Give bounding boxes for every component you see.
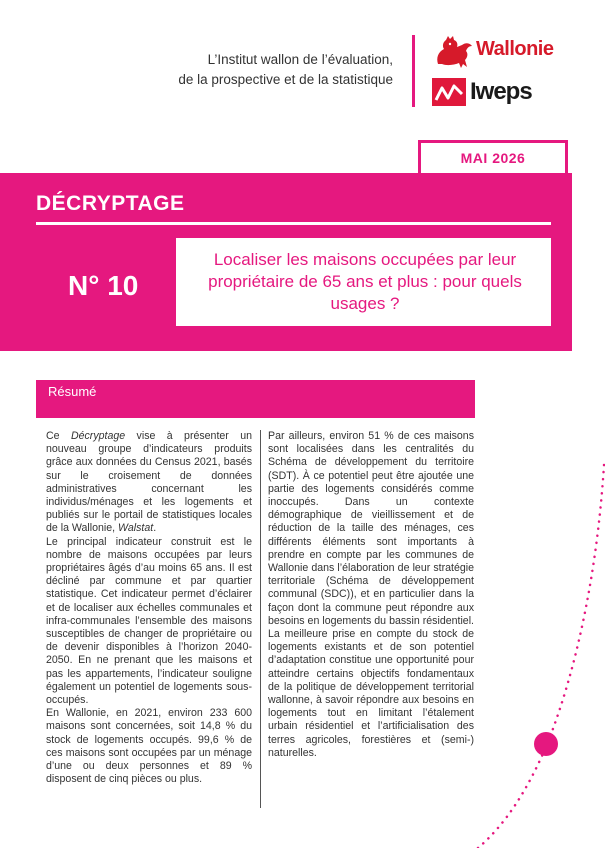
decorative-dot [534, 732, 558, 756]
series-rule [36, 222, 551, 225]
text-run: Ce [46, 430, 71, 442]
emphasis-walstat: Walstat [118, 522, 154, 535]
iweps-mark-icon [432, 78, 466, 106]
iweps-logo-text: Iweps [470, 78, 532, 105]
summary-header [36, 380, 475, 418]
emphasis-decryptage: Décryptage [70, 430, 126, 442]
institute-name [103, 50, 393, 90]
wallonie-logo-text: Wallonie [476, 38, 554, 60]
rooster-icon [432, 34, 474, 70]
institute-line-2: de la prospective et de la statistique [178, 72, 393, 87]
series-label: DÉCRYPTAGE [36, 192, 185, 215]
wallonie-logo [432, 34, 582, 70]
summary-paragraph: Par ailleurs, environ 51 % de ces maisons sont localisées dans les centralités du Schéma de développement du territoire (SDT). À ce potentiel peut être ajoutée une partie des logements considérés comme inoccupés. Dans un contexte démographique de vieillissement et de réduction de la taille des ménages, ces différents éléments sont importants à prendre en compte par les communes de Wallonie dans l’élaboration de leur stratégie territoriale (Schéma de développement communal (SDC)), et en particulier dans la façon dont la commune peut répondre aux besoins en logements du bassin résidentiel. La meilleure prise en compte du stock de logements existants et de son potentiel d’adaptation constitue une opportunité pour atteindre certains objectifs fondamentaux de la politique de développement territorial wallonne, à savoir répondre aux besoins en logements tout en limitant l’étalement urbain résidentiel et l’artificialisation des terres agricoles, forestières et (semi-) naturelles. [268, 430, 474, 759]
title-box [173, 238, 551, 326]
text-run: . [153, 522, 157, 535]
document-title: Localiser les maisons occupées par leur propriétaire de 65 ans et plus : pour quels usages ? [208, 250, 522, 313]
header-divider [412, 35, 415, 107]
summary-paragraph [46, 430, 252, 536]
text-run: vise à présenter un nouveau groupe d’indicateurs produits grâce aux données du Census 2021, basés sur le croisement de données administratives concernant les individus/ménages et les logements et publiés sur le portail de statistiques locales de la Wallonie, [46, 430, 252, 535]
summary-column-right [268, 430, 474, 760]
column-divider [260, 430, 261, 808]
summary-paragraph: En Wallonie, en 2021, environ 233 600 maisons sont concernées, soit 14,8 % du stock de logements occupés. 99,6 % de ces maisons sont occupées par un ménage d’une ou deux personnes et 89 % disposent de cinq pièces ou plus. [46, 707, 252, 786]
summary-column-left [46, 430, 252, 786]
summary-paragraph: Le principal indicateur construit est le nombre de maisons occupées par leurs propriétaires âgés d’au moins 65 ans. Il est décliné par commune et par quartier statistique. Cet indicateur permet d’éclairer et de localiser aux échelles communales et infra-communales l’ensemble des maisons susceptibles de changer de propriétaire ou de devenir disponibles à l’horizon 2040-2050. En ne prenant que les maisons et pas les appartements, l’indicateur souligne également un potentiel de logements sous-occupés. [46, 535, 252, 707]
issue-number: N° 10 [68, 270, 139, 301]
publication-date: MAI 2026 [460, 150, 526, 166]
institute-line-1: L’Institut wallon de l’évaluation, [207, 52, 393, 67]
date-tab [418, 140, 568, 173]
summary-label: Résumé [48, 384, 97, 399]
iweps-logo [432, 76, 582, 108]
